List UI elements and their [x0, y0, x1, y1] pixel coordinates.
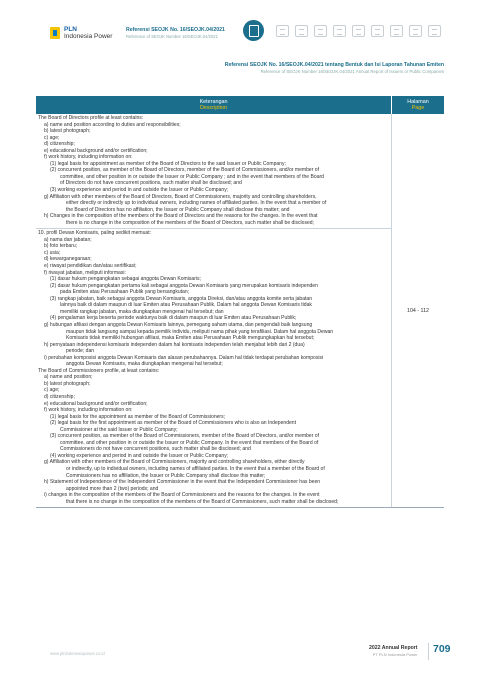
reference-title: Referensi SEOJK No. 16/SEOJK.04/2021: [126, 27, 225, 33]
people-icon[interactable]: [295, 25, 308, 37]
text-line: (3) concurrent position, as member of the Board of Commissioners, member of the Board of Directors, and/or member of: [50, 433, 319, 440]
text-line: a) nama dan jabatan;: [44, 236, 92, 243]
text-line: (1) legal basis for the appointment as member of the Board of Commissioners;: [50, 413, 226, 420]
text-line: e) educational background and/or certification;: [44, 147, 148, 154]
text-line: f) riwayat jabatan, meliputi informasi:: [44, 269, 126, 276]
text-line: Komisaris tidak memiliki hubungan afiliasi, maka Emiten atau Perusahaan Publik mengungkapkan hal tersebut;: [66, 335, 315, 342]
page-column-header: [392, 96, 444, 114]
table-body: [36, 114, 444, 507]
text-line: committee, and other position in or outside the Issuer or Public Company ; and in the event that members of the Board: [60, 173, 324, 180]
section-subtitle: Reference of SEOJK Number 16/SEOJK.04/2021 Annual Report of Issuers or Public Companies: [260, 69, 444, 74]
text-line: appointed more than 2 (two) periods; and: [66, 485, 159, 492]
text-line: g) hubungan afiliasi dengan anggota Dewan Komisaris lainnya, pemegang saham utama, dan pengendali baik langsung: [44, 321, 313, 328]
text-line: c) age;: [44, 134, 60, 141]
report-icon[interactable]: [243, 20, 264, 41]
text-line: b) latest photograph;: [44, 380, 91, 387]
reference-heading: [126, 27, 225, 39]
text-line: e) educational background and/or certification;: [44, 400, 148, 407]
text-line: Commissioners has no affiliation, the Issuer or Public Company shall disclose this matter;: [66, 472, 266, 479]
text-line: The Board of Directors profile at least contains:: [38, 115, 144, 121]
page-reference-cell: [392, 114, 444, 507]
text-line: d) kewarganegaraan;: [44, 256, 92, 263]
text-line: b) foto terbaru;: [44, 243, 78, 250]
text-line: 10. profil Dewan Komisaris, paling sedikit memuat:: [38, 230, 152, 237]
board-of-directors-section: [36, 114, 391, 229]
reference-subtitle: Reference of SEOJK Number 16/SEOJK.04/2021: [126, 34, 218, 39]
building-icon[interactable]: [276, 25, 289, 37]
description-column-header: [36, 96, 392, 114]
text-line: either directly or indirectly up to individual owners, including names of affiliated parties. In the event that a member of: [66, 200, 327, 207]
brand-name: PLN: [64, 26, 77, 33]
board-of-commissioners-section: [36, 229, 391, 507]
text-line: Commissioners do not have concurrent positions, such matter shall be disclosed; and: [60, 446, 251, 453]
text-line: d) citizenship;: [44, 393, 75, 400]
text-line: a) name and position according to duties and responsibilities;: [44, 121, 181, 128]
text-line: maupun tidak langsung sampai kepada pemilik individu, meliputi nama pihak yang terafiliasi. Dalam hal anggota Dewan: [66, 328, 334, 335]
pln-logo-icon: [50, 27, 60, 39]
text-line: h) pernyataan independensi komisaris independen dalam hal komisaris independen telah menjabat lebih dari 2 (dua): [44, 341, 305, 348]
factory-icon[interactable]: [352, 25, 365, 37]
text-line: i) perubahan komposisi anggota Dewan Komisaris dan alasan perubahannya. Dalam hal tidak terdapat perubahan komposisi: [44, 354, 324, 361]
section-title: Referensi SEOJK No. 16/SEOJK.04/2021 tentang Bentuk dan Isi Laporan Tahunan Emiten: [224, 62, 444, 68]
text-line: memiliki rangkap jabatan, maka diungkapkan mengenai hal tersebut; dan: [60, 308, 224, 315]
company-logo: [50, 26, 112, 40]
brand-subname: Indonesia Power: [64, 33, 113, 40]
text-line: g) Affiliation with other members of the Board of Commissioners, majority and controlling shareholders, either directly: [44, 459, 305, 466]
page-header-title: Halaman: [407, 99, 429, 105]
document-icon[interactable]: [428, 25, 441, 37]
section-heading: [225, 62, 444, 74]
text-line: (4) pengalaman kerja beserta periode waktunya baik di dalam maupun di luar Emiten atau Perusahaan Publik;: [50, 315, 297, 322]
text-line: i) changes in the composition of the members of the Board of Commissioners and the reasons for the changes. In the event: [44, 492, 320, 499]
page-header-subtitle: Page: [411, 105, 425, 111]
text-line: (3) working experience and period in and outside the Issuer or Public Company;: [50, 187, 229, 194]
description-header-subtitle: Description: [200, 105, 227, 111]
text-line: (4) working experience and period in and outside the Issuer or Public Company;: [50, 452, 229, 459]
text-line: d) citizenship;: [44, 141, 75, 148]
finance-icon[interactable]: [390, 25, 403, 37]
page-number: 709: [433, 643, 451, 655]
globe-icon[interactable]: [371, 25, 384, 37]
text-line: (1) legal basis for appointment as member of the Board of Directors to the said Issuer or Public Company;: [50, 160, 286, 167]
chart-icon[interactable]: [314, 25, 327, 37]
text-line: h) Statement of Independence of the Independent Commissioner in the event that the Independent Commissioner has been: [44, 479, 321, 486]
text-line: f) work history, including information on:: [44, 407, 133, 414]
text-line: h) Changes in the composition of the members of the Board of Directors and the reasons for the changes. In the event that: [44, 213, 318, 220]
tower-icon[interactable]: [333, 25, 346, 37]
text-line: or indirectly, up to individual owners, including names of affiliated parties. In the event that a member of the Board of: [66, 465, 325, 472]
text-line: (3) rangkap jabatan, baik sebagai anggota Dewan Komisaris, anggota Direksi, dan/atau anggota komite serta jabatan: [50, 295, 313, 302]
footer-divider: [428, 643, 429, 660]
reference-table: [36, 96, 444, 508]
text-line: f) work history, including information on:: [44, 154, 133, 161]
text-line: periode; dan: [66, 348, 95, 355]
text-line: c) age;: [44, 387, 60, 394]
text-line: the Board of Directors has no affiliation, the Issuer or Public Company shall disclose this matter; and: [66, 206, 290, 213]
footer-report-subtitle: PT PLN Indonesia Power: [372, 652, 418, 657]
text-line: b) latest photograph;: [44, 128, 91, 135]
handshake-icon[interactable]: [409, 25, 422, 37]
text-line: c) usia;: [44, 249, 61, 256]
text-line: there is no change in the composition of the members of the Board of Directors, such matter shall be disclosed;: [66, 219, 314, 226]
text-line: a) name and position;: [44, 374, 93, 381]
page-reference: 104 - 112: [407, 307, 429, 314]
footer-url[interactable]: www.plnindonesiapower.co.id: [50, 651, 105, 656]
text-line: The Board of Commissioners profile, at least contains:: [38, 367, 160, 374]
description-header-title: Keterangan: [199, 99, 228, 105]
text-line: committee, and other position in or outside the Issuer or Public Company. In the event that members of the Board of: [60, 439, 319, 446]
text-line: of Directors do not have concurrent positions, such matter shall be disclosed; and: [60, 180, 242, 187]
footer-report-info: [369, 645, 418, 657]
footer-report-title: 2022 Annual Report: [369, 645, 418, 651]
description-column: [36, 114, 392, 507]
text-line: pada Emiten atau Perusahaan Publik yang bersangkutan;: [60, 289, 190, 296]
text-line: anggota Dewan Komisaris, maka diungkapkan mengenai hal tersebut;: [66, 361, 223, 368]
text-line: e) riwayat pendidikan dan/atau sertifikasi;: [44, 263, 137, 270]
text-line: (2) concurrent position, as member of the Board of Directors, member of the Board of Commissioners, and/or member of: [50, 167, 319, 174]
text-line: (2) legal basis for the first appointment as member of the Board of Commissioners who is also an Independent: [50, 420, 297, 427]
text-line: (1) dasar hukum pengangkatan sebagai anggota Dewan Komisaris;: [50, 276, 201, 283]
table-header: [36, 96, 444, 114]
text-line: g) Affiliation with other members of the Board of Directors, Board of Commissioners, majority and controlling shareholders,: [44, 193, 317, 200]
text-line: (2) dasar hukum pengangkatan pertama kali sebagai anggota Dewan Komisaris yang merupakan komisaris independen: [50, 282, 318, 289]
text-line: that there is no change in the composition of the members of the Board of Commissioners, such matter shall be disclosed;: [66, 498, 339, 505]
page-header: [0, 0, 480, 60]
text-line: Commissioner at the said Issuer or Public Company;: [60, 426, 178, 433]
text-line: lainnya baik di dalam maupun di luar Emiten atau Perusahaan Publik. Dalam hal anggota Dewan Komisaris tidak: [60, 302, 312, 309]
